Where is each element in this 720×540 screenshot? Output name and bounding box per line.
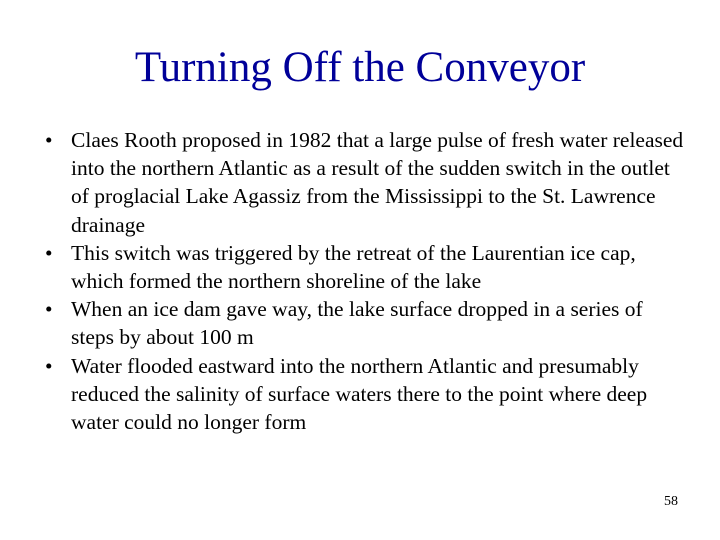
bullet-text: This switch was triggered by the retreat of the Laurentian ice cap, which formed the northern shoreline of the lake	[71, 240, 636, 294]
bullet-item	[45, 352, 685, 437]
bullet-item	[45, 239, 685, 295]
slide-title: Turning Off the Conveyor	[134, 44, 586, 91]
bullet-dot-icon: •	[45, 240, 53, 265]
bullet-text: Claes Rooth proposed in 1982 that a large pulse of fresh water released into the northern Atlantic as a result of the sudden switch in the outlet of proglacial Lake Agassiz from the Mississippi to the St. Lawrence drainage	[71, 128, 684, 237]
page-number: 58	[664, 494, 678, 509]
bullet-item	[45, 126, 685, 239]
bullet-dot-icon: •	[45, 128, 53, 152]
bullet-item	[45, 295, 685, 351]
bullet-text: Water flooded eastward into the northern Atlantic and presumably reduced the salinity of surface waters there to the point where deep water could no longer form	[71, 353, 648, 435]
bullet-text: When an ice dam gave way, the lake surface dropped in a series of steps by about 100 m	[71, 297, 643, 350]
bullet-dot-icon: •	[45, 353, 53, 378]
bullet-list	[45, 126, 685, 436]
bullet-dot-icon: •	[45, 297, 53, 322]
